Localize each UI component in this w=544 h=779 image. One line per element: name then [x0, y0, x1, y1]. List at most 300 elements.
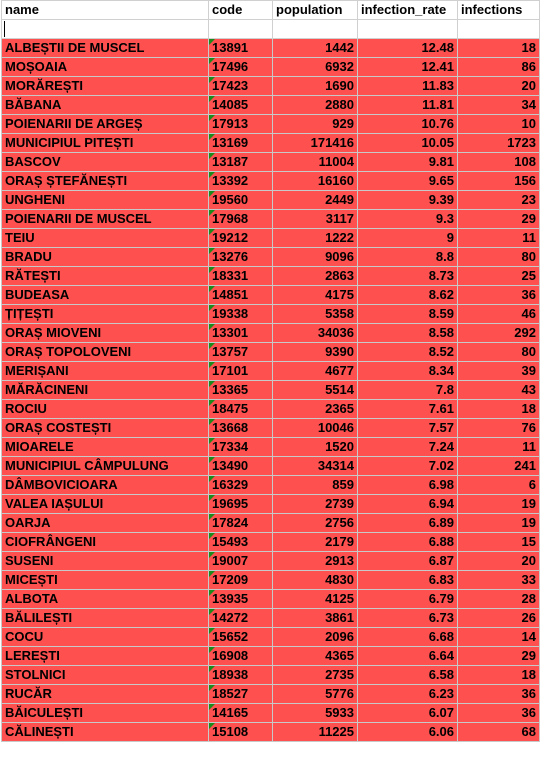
- name-cell[interactable]: DÂMBOVICIOARA: [2, 476, 209, 495]
- infection-rate-cell[interactable]: 11.81: [358, 96, 458, 115]
- error-indicator-icon: [209, 343, 215, 349]
- table-row: [2, 495, 540, 514]
- table-row: [2, 533, 540, 552]
- name-cell[interactable]: POIENARII DE MUSCEL: [2, 210, 209, 229]
- population-cell[interactable]: 859: [273, 476, 358, 495]
- code-cell[interactable]: [209, 324, 273, 343]
- population-cell[interactable]: 2365: [273, 400, 358, 419]
- population-cell[interactable]: 4175: [273, 286, 358, 305]
- population-cell[interactable]: 11225: [273, 723, 358, 742]
- code-cell[interactable]: [209, 96, 273, 115]
- population-cell[interactable]: 929: [273, 115, 358, 134]
- code-cell[interactable]: [209, 77, 273, 96]
- code-cell[interactable]: [209, 609, 273, 628]
- infections-cell[interactable]: 29: [458, 647, 540, 666]
- name-cell[interactable]: SUSENI: [2, 552, 209, 571]
- infection-rate-cell[interactable]: 6.94: [358, 495, 458, 514]
- table-row: [2, 476, 540, 495]
- infections-cell[interactable]: 18: [458, 39, 540, 58]
- population-cell[interactable]: 4677: [273, 362, 358, 381]
- code-value: 15108: [212, 724, 249, 739]
- infections-cell[interactable]: 34: [458, 96, 540, 115]
- name-cell[interactable]: MICEȘTI: [2, 571, 209, 590]
- infection-rate-cell[interactable]: 8.59: [358, 305, 458, 324]
- population-cell[interactable]: 5933: [273, 704, 358, 723]
- code-cell[interactable]: [209, 248, 273, 267]
- infection-rate-cell[interactable]: 11.83: [358, 77, 458, 96]
- table-row: [2, 134, 540, 153]
- table-row: [2, 229, 540, 248]
- infections-cell[interactable]: 156: [458, 172, 540, 191]
- infection-rate-cell[interactable]: 9.39: [358, 191, 458, 210]
- table-row: [2, 685, 540, 704]
- name-cell[interactable]: BĂICULEȘTI: [2, 704, 209, 723]
- error-indicator-icon: [209, 628, 215, 634]
- code-cell[interactable]: [209, 381, 273, 400]
- code-value: 17334: [212, 439, 249, 454]
- code-cell[interactable]: [209, 343, 273, 362]
- error-indicator-icon: [209, 172, 215, 178]
- code-value: 13301: [212, 325, 249, 340]
- table-row: [2, 96, 540, 115]
- error-indicator-icon: [209, 381, 215, 387]
- table-row: [2, 248, 540, 267]
- error-indicator-icon: [209, 153, 215, 159]
- infections-cell[interactable]: 11: [458, 229, 540, 248]
- infections-cell[interactable]: 80: [458, 343, 540, 362]
- infection-rate-cell[interactable]: 7.8: [358, 381, 458, 400]
- error-indicator-icon: [209, 267, 215, 273]
- code-cell[interactable]: [209, 229, 273, 248]
- code-value: 17913: [212, 116, 249, 131]
- error-indicator-icon: [209, 476, 215, 482]
- code-value: 13276: [212, 249, 249, 264]
- header-cell-name[interactable]: name: [2, 1, 209, 20]
- infections-cell[interactable]: 108: [458, 153, 540, 172]
- infections-cell[interactable]: 46: [458, 305, 540, 324]
- infection-rate-cell[interactable]: 7.61: [358, 400, 458, 419]
- table-row: [2, 343, 540, 362]
- error-indicator-icon: [209, 400, 215, 406]
- code-cell[interactable]: [209, 305, 273, 324]
- infection-rate-cell[interactable]: 6.89: [358, 514, 458, 533]
- infection-rate-cell[interactable]: 6.07: [358, 704, 458, 723]
- table-row: [2, 324, 540, 343]
- code-value: 14851: [212, 287, 249, 302]
- name-cell[interactable]: MUNICIPIUL CÂMPULUNG: [2, 457, 209, 476]
- error-indicator-icon: [209, 229, 215, 235]
- empty-cell[interactable]: [273, 20, 358, 39]
- code-value: 13668: [212, 420, 249, 435]
- population-cell[interactable]: 4830: [273, 571, 358, 590]
- code-cell[interactable]: [209, 191, 273, 210]
- table-row: [2, 267, 540, 286]
- table-row: [2, 723, 540, 742]
- header-cell-code[interactable]: code: [209, 1, 273, 20]
- name-cell[interactable]: VALEA IAȘULUI: [2, 495, 209, 514]
- infection-rate-cell[interactable]: 9.81: [358, 153, 458, 172]
- name-cell[interactable]: CĂLINEȘTI: [2, 723, 209, 742]
- table-row: [2, 153, 540, 172]
- code-cell[interactable]: [209, 628, 273, 647]
- name-cell[interactable]: OARJA: [2, 514, 209, 533]
- code-cell[interactable]: [209, 438, 273, 457]
- name-cell[interactable]: TEIU: [2, 229, 209, 248]
- code-cell[interactable]: [209, 666, 273, 685]
- infections-cell[interactable]: 18: [458, 666, 540, 685]
- code-cell[interactable]: [209, 115, 273, 134]
- infections-cell[interactable]: 241: [458, 457, 540, 476]
- population-cell[interactable]: 1690: [273, 77, 358, 96]
- code-value: 13490: [212, 458, 249, 473]
- code-cell[interactable]: [209, 419, 273, 438]
- infection-rate-cell[interactable]: 6.68: [358, 628, 458, 647]
- code-value: 15652: [212, 629, 249, 644]
- code-value: 13935: [212, 591, 249, 606]
- infection-rate-cell[interactable]: 7.24: [358, 438, 458, 457]
- code-value: 13891: [212, 40, 249, 55]
- infection-rate-cell[interactable]: 6.64: [358, 647, 458, 666]
- name-cell[interactable]: ALBOTA: [2, 590, 209, 609]
- code-cell[interactable]: [209, 267, 273, 286]
- name-cell[interactable]: MIOARELE: [2, 438, 209, 457]
- header-cell-population[interactable]: population: [273, 1, 358, 20]
- name-cell[interactable]: MORĂREȘTI: [2, 77, 209, 96]
- empty-row: [2, 20, 540, 39]
- code-value: 19695: [212, 496, 249, 511]
- population-cell[interactable]: 9390: [273, 343, 358, 362]
- name-cell[interactable]: ORAȘ MIOVENI: [2, 324, 209, 343]
- infection-rate-cell[interactable]: 6.23: [358, 685, 458, 704]
- name-cell[interactable]: MOȘOAIA: [2, 58, 209, 77]
- error-indicator-icon: [209, 305, 215, 311]
- infection-rate-cell[interactable]: 7.02: [358, 457, 458, 476]
- code-value: 14085: [212, 97, 249, 112]
- code-value: 19212: [212, 230, 249, 245]
- table-row: [2, 666, 540, 685]
- infections-cell[interactable]: 86: [458, 58, 540, 77]
- population-cell[interactable]: 34314: [273, 457, 358, 476]
- table-row: [2, 400, 540, 419]
- code-cell[interactable]: [209, 685, 273, 704]
- error-indicator-icon: [209, 58, 215, 64]
- table-row: [2, 571, 540, 590]
- infections-cell[interactable]: 23: [458, 191, 540, 210]
- header-cell-infections[interactable]: infections: [458, 1, 540, 20]
- error-indicator-icon: [209, 609, 215, 615]
- code-value: 19007: [212, 553, 249, 568]
- error-indicator-icon: [209, 647, 215, 653]
- table-row: [2, 628, 540, 647]
- code-cell[interactable]: [209, 571, 273, 590]
- error-indicator-icon: [209, 419, 215, 425]
- error-indicator-icon: [209, 134, 215, 140]
- infections-cell[interactable]: 19: [458, 495, 540, 514]
- table-row: [2, 609, 540, 628]
- table-row: [2, 419, 540, 438]
- infection-rate-cell[interactable]: 8.73: [358, 267, 458, 286]
- infection-rate-cell[interactable]: 6.88: [358, 533, 458, 552]
- population-cell[interactable]: 1520: [273, 438, 358, 457]
- name-cell[interactable]: ORAȘ ȘTEFĂNEȘTI: [2, 172, 209, 191]
- error-indicator-icon: [209, 571, 215, 577]
- population-cell[interactable]: 2913: [273, 552, 358, 571]
- code-cell[interactable]: [209, 153, 273, 172]
- error-indicator-icon: [209, 115, 215, 121]
- table-row: [2, 457, 540, 476]
- code-cell[interactable]: [209, 590, 273, 609]
- code-value: 16908: [212, 648, 249, 663]
- population-cell[interactable]: 171416: [273, 134, 358, 153]
- code-cell[interactable]: [209, 704, 273, 723]
- infections-cell[interactable]: 11: [458, 438, 540, 457]
- population-cell[interactable]: 3117: [273, 210, 358, 229]
- population-cell[interactable]: 5358: [273, 305, 358, 324]
- error-indicator-icon: [209, 533, 215, 539]
- name-cell[interactable]: BRADU: [2, 248, 209, 267]
- error-indicator-icon: [209, 96, 215, 102]
- code-cell[interactable]: [209, 457, 273, 476]
- error-indicator-icon: [209, 191, 215, 197]
- table-row: [2, 590, 540, 609]
- code-value: 14272: [212, 610, 249, 625]
- code-cell[interactable]: [209, 514, 273, 533]
- population-cell[interactable]: 2756: [273, 514, 358, 533]
- population-cell[interactable]: 5514: [273, 381, 358, 400]
- name-cell[interactable]: POIENARII DE ARGEȘ: [2, 115, 209, 134]
- infections-cell[interactable]: 292: [458, 324, 540, 343]
- table-row: [2, 58, 540, 77]
- name-cell[interactable]: CIOFRÂNGENI: [2, 533, 209, 552]
- error-indicator-icon: [209, 666, 215, 672]
- code-cell[interactable]: [209, 400, 273, 419]
- name-cell[interactable]: COCU: [2, 628, 209, 647]
- code-cell[interactable]: [209, 58, 273, 77]
- code-cell[interactable]: [209, 647, 273, 666]
- code-cell[interactable]: [209, 172, 273, 191]
- name-cell[interactable]: BĂLILEȘTI: [2, 609, 209, 628]
- population-cell[interactable]: 34036: [273, 324, 358, 343]
- population-cell[interactable]: 1442: [273, 39, 358, 58]
- code-value: 17423: [212, 78, 249, 93]
- name-cell[interactable]: ORAȘ TOPOLOVENI: [2, 343, 209, 362]
- empty-cell[interactable]: [209, 20, 273, 39]
- infection-rate-cell[interactable]: 7.57: [358, 419, 458, 438]
- infection-rate-cell[interactable]: 6.73: [358, 609, 458, 628]
- infections-cell[interactable]: 20: [458, 552, 540, 571]
- table-row: [2, 305, 540, 324]
- error-indicator-icon: [209, 324, 215, 330]
- population-cell[interactable]: 2739: [273, 495, 358, 514]
- infections-cell[interactable]: 76: [458, 419, 540, 438]
- population-cell[interactable]: 2096: [273, 628, 358, 647]
- error-indicator-icon: [209, 77, 215, 83]
- infection-rate-cell[interactable]: 12.41: [358, 58, 458, 77]
- name-cell[interactable]: MĂRĂCINENI: [2, 381, 209, 400]
- code-value: 14165: [212, 705, 249, 720]
- error-indicator-icon: [209, 495, 215, 501]
- infections-cell[interactable]: 28: [458, 590, 540, 609]
- population-cell[interactable]: 11004: [273, 153, 358, 172]
- infection-rate-cell[interactable]: 10.76: [358, 115, 458, 134]
- name-cell[interactable]: BASCOV: [2, 153, 209, 172]
- population-cell[interactable]: 2735: [273, 666, 358, 685]
- infection-rate-cell[interactable]: 8.34: [358, 362, 458, 381]
- infection-rate-cell[interactable]: 9.3: [358, 210, 458, 229]
- empty-cell[interactable]: [2, 20, 209, 39]
- population-cell[interactable]: 5776: [273, 685, 358, 704]
- code-value: 19338: [212, 306, 249, 321]
- empty-cell[interactable]: [358, 20, 458, 39]
- infections-cell[interactable]: 29: [458, 210, 540, 229]
- infection-rate-cell[interactable]: 6.87: [358, 552, 458, 571]
- code-cell[interactable]: [209, 362, 273, 381]
- code-cell[interactable]: [209, 552, 273, 571]
- code-cell[interactable]: [209, 476, 273, 495]
- population-cell[interactable]: 2863: [273, 267, 358, 286]
- infection-rate-cell[interactable]: 10.05: [358, 134, 458, 153]
- code-value: 17209: [212, 572, 249, 587]
- infections-cell[interactable]: 36: [458, 704, 540, 723]
- code-cell[interactable]: [209, 723, 273, 742]
- infection-rate-cell[interactable]: 6.58: [358, 666, 458, 685]
- code-cell[interactable]: [209, 495, 273, 514]
- error-indicator-icon: [209, 286, 215, 292]
- code-value: 13169: [212, 135, 249, 150]
- infection-rate-cell[interactable]: 8.62: [358, 286, 458, 305]
- name-cell[interactable]: LEREȘTI: [2, 647, 209, 666]
- name-cell[interactable]: ALBEȘTII DE MUSCEL: [2, 39, 209, 58]
- header-cell-infection-rate[interactable]: infection_rate: [358, 1, 458, 20]
- infection-rate-cell[interactable]: 12.48: [358, 39, 458, 58]
- infection-rate-cell[interactable]: 6.83: [358, 571, 458, 590]
- empty-cell[interactable]: [458, 20, 540, 39]
- infection-rate-cell[interactable]: 9.65: [358, 172, 458, 191]
- population-cell[interactable]: 2449: [273, 191, 358, 210]
- error-indicator-icon: [209, 514, 215, 520]
- infection-rate-cell[interactable]: 8.52: [358, 343, 458, 362]
- table-row: [2, 39, 540, 58]
- population-cell[interactable]: 2880: [273, 96, 358, 115]
- error-indicator-icon: [209, 685, 215, 691]
- error-indicator-icon: [209, 39, 215, 45]
- population-cell[interactable]: 1222: [273, 229, 358, 248]
- code-value: 18331: [212, 268, 249, 283]
- table-row: [2, 514, 540, 533]
- code-value: 19560: [212, 192, 249, 207]
- code-cell[interactable]: [209, 39, 273, 58]
- code-value: 17968: [212, 211, 249, 226]
- name-cell[interactable]: RUCĂR: [2, 685, 209, 704]
- infections-cell[interactable]: 80: [458, 248, 540, 267]
- population-cell[interactable]: 6932: [273, 58, 358, 77]
- infections-cell[interactable]: 25: [458, 267, 540, 286]
- infections-cell[interactable]: 68: [458, 723, 540, 742]
- name-cell[interactable]: STOLNICI: [2, 666, 209, 685]
- infections-cell[interactable]: 39: [458, 362, 540, 381]
- table-row: [2, 438, 540, 457]
- code-cell[interactable]: [209, 210, 273, 229]
- infection-rate-cell[interactable]: 8.8: [358, 248, 458, 267]
- population-cell[interactable]: 4365: [273, 647, 358, 666]
- code-value: 13365: [212, 382, 249, 397]
- table-row: [2, 115, 540, 134]
- infections-cell[interactable]: 6: [458, 476, 540, 495]
- header-row: [2, 1, 540, 20]
- population-cell[interactable]: 10046: [273, 419, 358, 438]
- name-cell[interactable]: MERIȘANI: [2, 362, 209, 381]
- infections-cell[interactable]: 36: [458, 286, 540, 305]
- infections-cell[interactable]: 33: [458, 571, 540, 590]
- table-row: [2, 381, 540, 400]
- code-value: 18938: [212, 667, 249, 682]
- code-value: 13757: [212, 344, 249, 359]
- population-cell[interactable]: 2179: [273, 533, 358, 552]
- infection-rate-cell[interactable]: 6.06: [358, 723, 458, 742]
- code-value: 18475: [212, 401, 249, 416]
- error-indicator-icon: [209, 704, 215, 710]
- infection-rate-cell[interactable]: 8.58: [358, 324, 458, 343]
- population-cell[interactable]: 4125: [273, 590, 358, 609]
- name-cell[interactable]: ORAȘ COSTEȘTI: [2, 419, 209, 438]
- infections-cell[interactable]: 15: [458, 533, 540, 552]
- infection-rate-cell[interactable]: 6.98: [358, 476, 458, 495]
- table-row: [2, 647, 540, 666]
- code-cell[interactable]: [209, 286, 273, 305]
- error-indicator-icon: [209, 552, 215, 558]
- infection-rate-cell[interactable]: 9: [358, 229, 458, 248]
- code-value: 15493: [212, 534, 249, 549]
- name-cell[interactable]: ROCIU: [2, 400, 209, 419]
- table-row: [2, 552, 540, 571]
- population-cell[interactable]: 3861: [273, 609, 358, 628]
- name-cell[interactable]: BUDEASA: [2, 286, 209, 305]
- table-row: [2, 210, 540, 229]
- name-cell[interactable]: ȚIȚEȘTI: [2, 305, 209, 324]
- code-value: 13187: [212, 154, 249, 169]
- infections-cell[interactable]: 18: [458, 400, 540, 419]
- infections-cell[interactable]: 43: [458, 381, 540, 400]
- infection-rate-cell[interactable]: 6.79: [358, 590, 458, 609]
- table-row: [2, 172, 540, 191]
- infections-cell[interactable]: 19: [458, 514, 540, 533]
- code-cell[interactable]: [209, 533, 273, 552]
- name-cell[interactable]: MUNICIPIUL PITEȘTI: [2, 134, 209, 153]
- infections-cell[interactable]: 14: [458, 628, 540, 647]
- population-cell[interactable]: 16160: [273, 172, 358, 191]
- error-indicator-icon: [209, 362, 215, 368]
- code-value: 17101: [212, 363, 249, 378]
- table-row: [2, 362, 540, 381]
- name-cell[interactable]: RĂTEȘTI: [2, 267, 209, 286]
- infections-cell[interactable]: 1723: [458, 134, 540, 153]
- error-indicator-icon: [209, 210, 215, 216]
- table-row: [2, 704, 540, 723]
- code-value: 13392: [212, 173, 249, 188]
- error-indicator-icon: [209, 590, 215, 596]
- code-cell[interactable]: [209, 134, 273, 153]
- population-cell[interactable]: 9096: [273, 248, 358, 267]
- name-cell[interactable]: BĂBANA: [2, 96, 209, 115]
- table-row: [2, 286, 540, 305]
- infections-cell[interactable]: 26: [458, 609, 540, 628]
- infections-cell[interactable]: 10: [458, 115, 540, 134]
- infections-cell[interactable]: 20: [458, 77, 540, 96]
- infections-cell[interactable]: 36: [458, 685, 540, 704]
- code-value: 16329: [212, 477, 249, 492]
- name-cell[interactable]: UNGHENI: [2, 191, 209, 210]
- code-value: 17496: [212, 59, 249, 74]
